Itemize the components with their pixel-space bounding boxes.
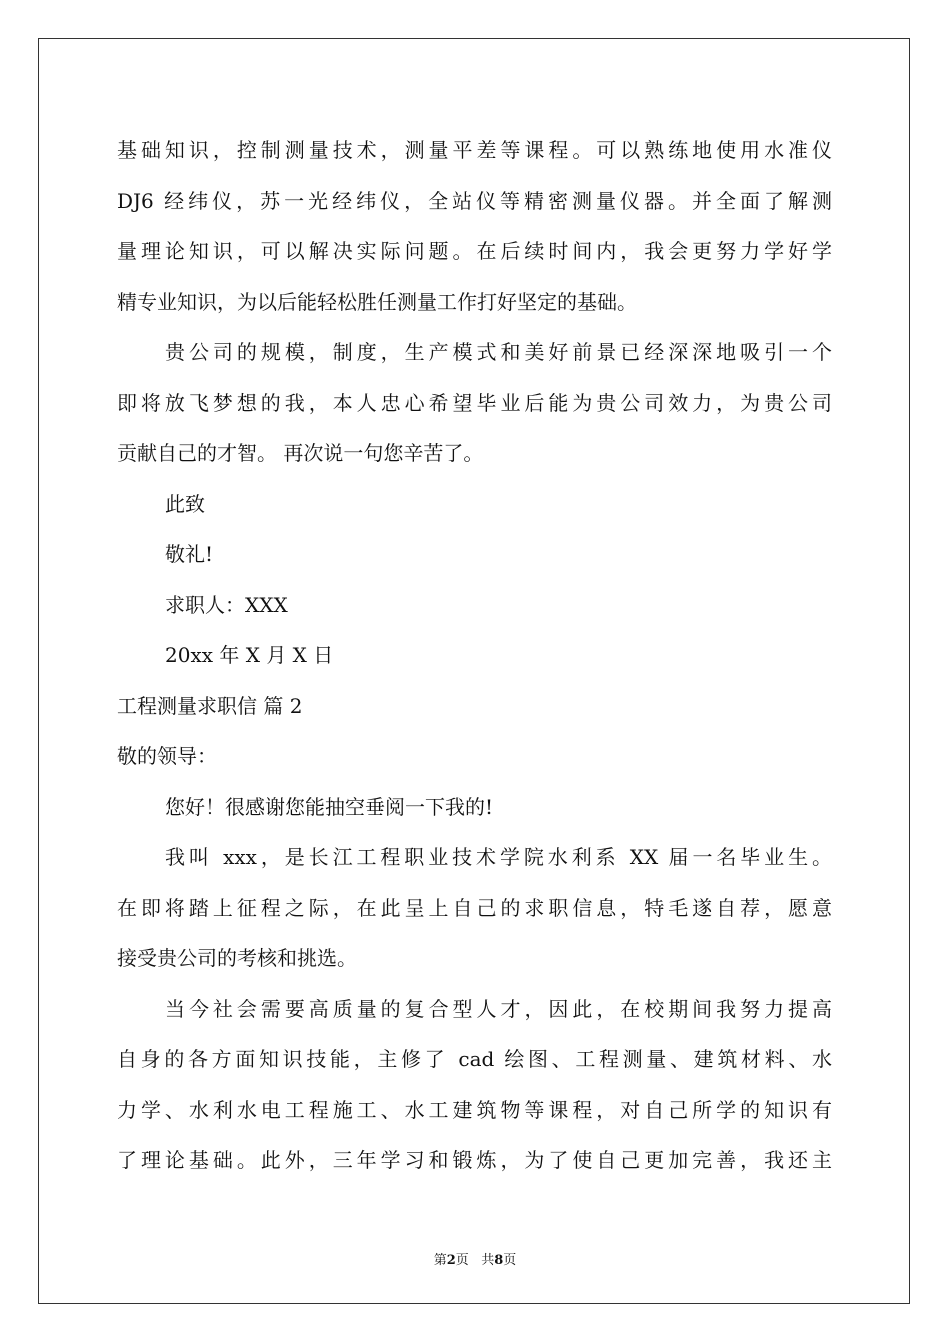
body-line: 在即将踏上征程之际，在此呈上自己的求职信息，特毛遂自荐，愿意 xyxy=(117,895,832,920)
body-line: 了理论基础。此外，三年学习和锻炼，为了使自己更加完善，我还主 xyxy=(117,1148,832,1172)
paragraph-start-line: 您好！很感谢您能抽空垂阅一下我的! xyxy=(165,794,494,819)
body-line: 贡献自己的才智。 再次说一句您辛苦了。 xyxy=(117,441,484,465)
total-pages-prefix: 共 xyxy=(481,1253,495,1268)
total-pages-suffix: 页 xyxy=(503,1253,517,1268)
paragraph-start-line: 我叫 xxx，是长江工程职业技术学院水利系 XX 届一名毕业生。 xyxy=(165,845,832,869)
letter-date: 20xx 年 X 月 X 日 xyxy=(165,643,334,667)
body-line: 量理论知识，可以解决实际问题。在后续时间内，我会更努力学好学 xyxy=(117,239,832,263)
letter-greeting: 敬的领导： xyxy=(117,744,217,768)
body-line: 接受贵公司的考核和挑选。 xyxy=(117,946,357,970)
body-line: 力学、水利水电工程施工、水工建筑物等课程，对自己所学的知识有 xyxy=(117,1097,832,1122)
total-pages: 8 xyxy=(494,1253,504,1268)
body-line: DJ6 经纬仪，苏一光经纬仪，全站仪等精密测量仪器。并全面了解测 xyxy=(117,188,832,213)
body-line: 即将放飞梦想的我，本人忠心希望毕业后能为贵公司效力，为贵公司 xyxy=(117,390,832,415)
page-number-suffix: 页 xyxy=(455,1253,469,1268)
paragraph-start-line: 贵公司的规模，制度，生产模式和美好前景已经深深地吸引一个 xyxy=(165,340,832,364)
page-footer xyxy=(0,1249,950,1268)
closing-salutation: 此致 xyxy=(165,491,205,516)
document-body xyxy=(117,125,832,1186)
paragraph-start-line: 当今社会需要高质量的复合型人才，因此，在校期间我努力提高 xyxy=(165,996,832,1021)
page-number: 2 xyxy=(446,1253,456,1268)
section-heading: 工程测量求职信 篇 2 xyxy=(117,693,303,718)
body-line: 基础知识，控制测量技术，测量平差等课程。可以熟练地使用水准仪 xyxy=(117,138,832,162)
applicant-signature: 求职人：XXX xyxy=(165,592,288,617)
closing-regards: 敬礼! xyxy=(165,542,214,566)
body-line: 精专业知识，为以后能轻松胜任测量工作打好坚定的基础。 xyxy=(117,289,637,314)
page-number-prefix: 第 xyxy=(433,1253,447,1268)
body-line: 自身的各方面知识技能，主修了 cad 绘图、工程测量、建筑材料、水 xyxy=(117,1047,832,1071)
